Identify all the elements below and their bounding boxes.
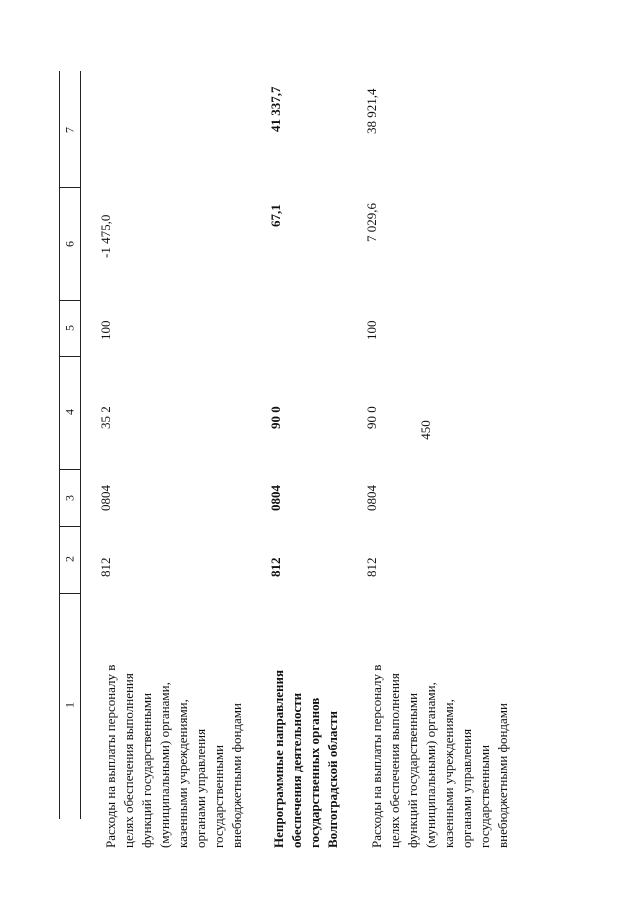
row-1-col-2: 812 [98, 557, 113, 577]
row-1-col-5: 100 [98, 320, 113, 340]
row-3-col-2: 812 [364, 557, 379, 577]
description-line: функций государственными [405, 692, 420, 848]
row-1-col-6: -1 475,0 [98, 214, 113, 258]
description-line: органами управления [459, 728, 474, 848]
header-separator [59, 593, 81, 594]
description-line: внебюджетными фондами [229, 703, 244, 848]
description-line: целях обеспечения выполнения [387, 673, 402, 848]
table-row-1-description [102, 588, 246, 848]
description-line: Расходы на выплаты персоналу в [369, 664, 384, 848]
description-line: внебюджетными фондами [495, 703, 510, 848]
row-2-col-7: 41 337,7 [268, 86, 283, 132]
column-header-4: 4 [62, 409, 77, 415]
description-line: государственных органов [307, 697, 322, 848]
header-separator [59, 526, 81, 527]
row-1-col-3: 0804 [98, 485, 113, 511]
description-line: казенными учреждениями, [441, 699, 456, 848]
column-header-6: 6 [62, 241, 77, 247]
description-line: целях обеспечения выполнения [121, 673, 136, 848]
row-3-col-3: 0804 [364, 485, 379, 511]
description-line: Расходы на выплаты персоналу в [103, 664, 118, 848]
column-header-7: 7 [62, 127, 77, 133]
row-1-col-4: 35 2 [98, 406, 113, 429]
description-line: государственными [211, 744, 226, 848]
description-line: Волгоградской области [325, 710, 340, 848]
table-top-rule [59, 71, 60, 819]
row-3-col-5: 100 [364, 320, 379, 340]
description-line: органами управления [193, 728, 208, 848]
header-separator [59, 356, 81, 357]
description-line: Непрограммные направления [271, 669, 286, 848]
column-header-5: 5 [62, 325, 77, 331]
page-number: 450 [418, 420, 433, 440]
description-line: функций государственными [139, 692, 154, 848]
table-header-rule [80, 71, 81, 819]
header-separator [59, 187, 81, 188]
header-separator [59, 469, 81, 470]
table-row-2-description [270, 588, 342, 848]
description-line: (муниципальными) органами, [157, 682, 172, 848]
row-3-col-7: 38 921,4 [364, 88, 379, 134]
row-3-col-6: 7 029,6 [364, 203, 379, 242]
column-header-2: 2 [62, 556, 77, 562]
description-line: казенными учреждениями, [175, 699, 190, 848]
row-2-col-4: 90 0 [268, 406, 283, 429]
row-2-col-2: 812 [268, 557, 283, 577]
header-separator [59, 300, 81, 301]
description-line: (муниципальными) органами, [423, 682, 438, 848]
column-header-1: 1 [62, 702, 77, 708]
table-row-3-description [368, 588, 512, 848]
row-2-col-6: 67,1 [268, 204, 283, 227]
description-line: государственными [477, 744, 492, 848]
row-2-col-3: 0804 [268, 485, 283, 511]
row-3-col-4: 90 0 [364, 406, 379, 429]
description-line: обеспечения деятельности [289, 692, 304, 848]
column-header-3: 3 [62, 495, 77, 501]
